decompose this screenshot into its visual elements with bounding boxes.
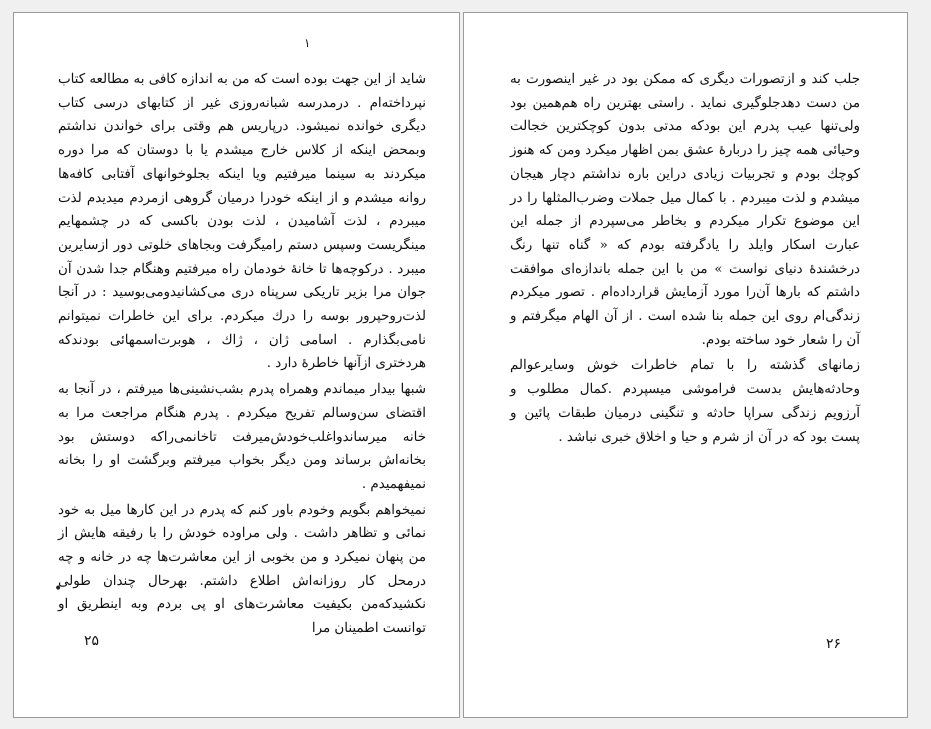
right-paragraph-2: زمانهای گذشته را با تمام خاطرات خوش وسایرعوالم وحادثه‌هایش بدست فراموشی میسپردم .کمال مطلوب و آرزویم زندگی سراپا حادثه و تنگینی درمیان طبقات پائین و پست بود که در آن از شرم و حیا و اخلاق خبری نباشد . [510, 358, 860, 445]
left-page-text [58, 68, 426, 641]
left-paragraph-2: شبها بیدار میماندم وهمراه پدرم بشب‌نشینی‌ها میرفتم ، در آنجا به اقتضای سن‌وسالم تفریح میکردم . پدرم هنگام مراجعت مرا به خانه میرساندواغلب‌خودش‌میرفت تاخانمی‌راکه دوستش بود بخانه‌اش برساند ومن دیگر بخواب میرفتم وبرگشت او را بخانه نمیفهمیدم . [58, 382, 426, 492]
page-top-mark: ۱ [304, 36, 311, 50]
left-page-number: ۲۵ [84, 633, 100, 649]
right-page-number: ۲۶ [826, 636, 842, 652]
left-paragraph-1: شاید از این جهت بوده است که من به اندازه کافی به مطالعه کتاب نپرداخته‌ام . درمدرسه شبانه‌روزی غیر از کتابهای درسی کتاب دیگری خوانده نمیشود. درپاریس هم وقتی برای خواندن نداشتم وبمحض اینکه از کلاس خارج میشدم یا با دوستان که مرا دوره میکردند به سینما میرفتیم ویا اینکه بجلوخوانهای آفتابی کافه‌ها روانه میشدم و از اینکه خودرا درمیان گروهی ازمردم میدیدم لذت میبردم ، لذت آشامیدن ، لذت بودن باکسی که در چشمهایم مینگریست وسپس دستم رامیگرفت وبجاهای خلوتی دور ازسایرین میبرد . درکوچه‌ها تا خانهٔ خودمان راه میرفتیم وهنگام جدا شدن آن جوان مرا بزیر تاریکی سرپناه دری می‌کشانیدومی‌بوسید : در آنجا لذت‌روحپرور بوسه را درك میکردم. برای این خاطرات نمیتوانم نامی‌بگذارم . اسامی ژان ، ژاك ، هوبرت‌اسمهائی بودندکه هردختری ازآنها خاطرهٔ دارد . [57, 72, 426, 372]
right-page [463, 12, 908, 718]
right-page-text [510, 68, 860, 449]
right-paragraph-1: جلب کند و ازتصورات دیگری که ممکن بود در غیر اینصورت به من دست دهدجلوگیری نماید . راستی بهترین راه هم‌همین بود ولی‌تنها عیب پدرم این بودکه مدتی بدون کوچکترین خجالت وحیائی همه چیز را دربارهٔ عشق بمن اظهار میکرد ومن که هنوز کوچك بودم و تجربیات زیادی دراین باره نداشتم دچار هیجان میشدم و لذت میبردم . با کمال میل جملات وضرب‌المثلها را در این موضوع تکرار میکردم و بخاطر می‌سپردم از جمله این عبارت اسکار وایلد را یادگرفته بودم که « گناه تنها رنگ درخشندهٔ دنیای نواست » من با این جمله باندازه‌ای موافقت داشتم که بارها آن‌را مورد آزمایش قرارداده‌ام . تصور میکردم زندگی‌ام روی این جمله بنا شده است . از آن الهام میگرفتم و آن را شعار خود ساخته بودم. [510, 72, 860, 348]
margin-dot: • [54, 581, 63, 597]
left-page [13, 12, 460, 718]
left-paragraph-3: نمیخواهم بگویم وخودم باور کنم که پدرم در این کارها میل به خود نمائی و تظاهر داشت . ولی مراوده خودش را با رفیقه هایش از من پنهان نمیکرد و من بخوبی از این معاشرت‌ها چه در خانه و چه درمحل کار روزانه‌اش اطلاع داشتم. بهرحال چندان طولی نکشیدکه‌من بکیفیت معاشرت‌های او پی بردم وبه اینطریق او توانست اطمینان مرا [58, 502, 426, 637]
